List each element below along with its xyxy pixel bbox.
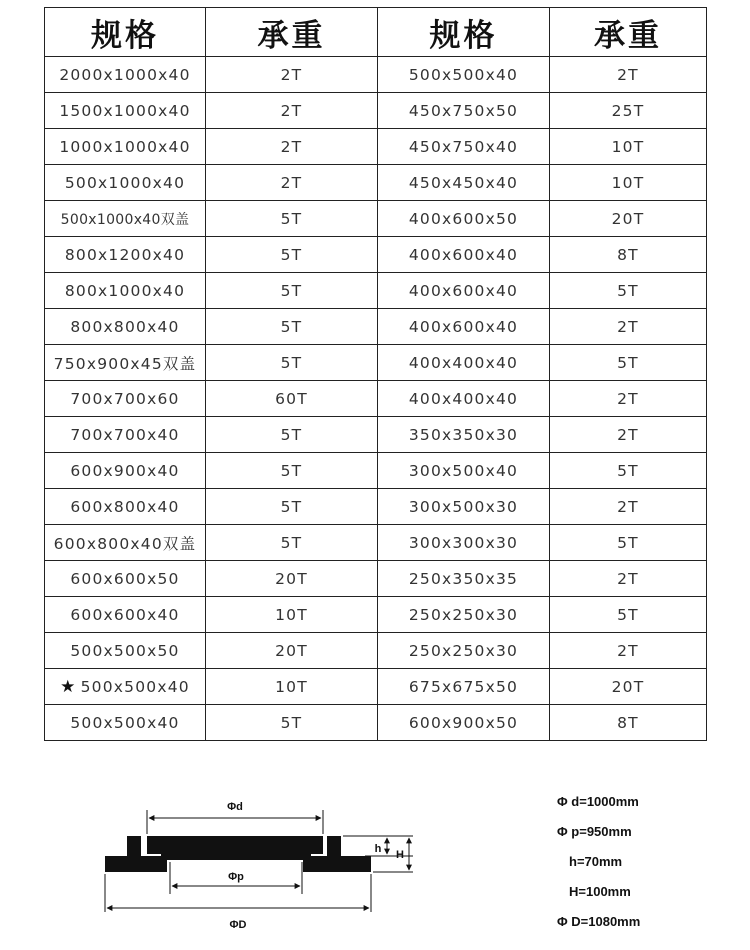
load-b-cell-text: 2T	[617, 497, 639, 516]
load-b-cell-text: 10T	[611, 137, 645, 156]
spec-a-cell	[45, 489, 206, 525]
spec-b-cell	[378, 273, 550, 309]
label-h: h	[374, 843, 382, 855]
table-row	[45, 57, 707, 93]
load-a-cell	[206, 129, 378, 165]
frame-right-base	[303, 856, 371, 872]
load-a-cell	[206, 93, 378, 129]
load-a-cell-text: 5T	[280, 281, 303, 300]
spec-b-cell-text: 450x450x40	[408, 173, 519, 192]
spec-a-cell-text: 600x800x40双盖	[53, 534, 197, 553]
spec-a-cell-text: 600x600x40	[70, 605, 180, 624]
load-a-cell-text: 5T	[280, 425, 303, 444]
spec-a-cell-text: 750x900x45双盖	[53, 354, 197, 373]
table-row	[45, 201, 707, 237]
table-row	[45, 93, 707, 129]
load-a-cell-text: 2T	[280, 173, 303, 192]
load-a-cell	[206, 57, 378, 93]
load-b-cell-text: 10T	[611, 173, 645, 192]
load-b-cell	[550, 597, 707, 633]
table-row	[45, 237, 707, 273]
load-a-cell	[206, 705, 378, 741]
spec-a-cell-text: 2000x1000x40	[59, 65, 191, 84]
load-b-cell	[550, 345, 707, 381]
dimension-p: Φ p=950mm	[557, 824, 632, 839]
spec-b-cell-text: 300x500x40	[408, 461, 519, 480]
spec-a-cell-text: 500x500x40	[80, 677, 190, 696]
label-d: Φd	[227, 801, 243, 813]
load-b-cell	[550, 381, 707, 417]
header-load-1: 承重	[206, 8, 378, 57]
load-a-cell-text: 5T	[280, 353, 303, 372]
spec-a-cell-text: 500x1000x40	[64, 173, 186, 192]
load-b-cell-text: 8T	[617, 713, 639, 732]
table-row	[45, 669, 707, 705]
load-b-cell	[550, 237, 707, 273]
spec-a-cell-text: 500x1000x40双盖	[60, 211, 190, 228]
cover-flange	[161, 854, 311, 860]
table-row	[45, 309, 707, 345]
load-b-cell-text: 2T	[617, 569, 639, 588]
spec-b-cell-text: 300x500x30	[408, 497, 519, 516]
load-a-cell-text: 5T	[280, 497, 303, 516]
table-row	[45, 453, 707, 489]
load-b-cell	[550, 129, 707, 165]
load-a-cell	[206, 165, 378, 201]
spec-b-cell	[378, 669, 550, 705]
spec-a-cell	[45, 633, 206, 669]
spec-b-cell	[378, 561, 550, 597]
load-b-cell-text: 2T	[617, 317, 639, 336]
header-row	[45, 8, 707, 57]
load-a-cell-text: 2T	[280, 65, 303, 84]
load-b-cell-text: 2T	[617, 389, 639, 408]
table-row	[45, 705, 707, 741]
spec-a-cell	[45, 561, 206, 597]
spec-b-cell-text: 300x300x30	[408, 533, 519, 552]
spec-b-cell-text: 250x350x35	[408, 569, 519, 588]
load-a-cell	[206, 273, 378, 309]
spec-b-cell	[378, 237, 550, 273]
table-row	[45, 165, 707, 201]
load-a-cell-text: 20T	[275, 569, 308, 588]
load-b-cell-text: 20T	[611, 677, 645, 696]
load-b-cell	[550, 417, 707, 453]
spec-b-cell-text: 600x900x50	[408, 713, 519, 732]
load-b-cell-text: 5T	[617, 605, 639, 624]
dimensions-list	[557, 792, 640, 942]
table-row	[45, 345, 707, 381]
spec-a-cell-text: 500x500x50	[70, 641, 180, 660]
load-b-cell	[550, 165, 707, 201]
spec-a-cell-text: 1500x1000x40	[59, 101, 191, 120]
spec-a-cell	[45, 273, 206, 309]
spec-a-cell	[45, 309, 206, 345]
spec-b-cell	[378, 93, 550, 129]
table-row	[45, 525, 707, 561]
spec-b-cell-text: 400x600x40	[408, 317, 519, 336]
header-load-2: 承重	[550, 8, 707, 57]
load-a-cell	[206, 453, 378, 489]
load-b-cell-text: 2T	[617, 425, 639, 444]
dimension-D: Φ D=1080mm	[557, 914, 641, 929]
load-a-cell	[206, 561, 378, 597]
dimension-H: H=100mm	[569, 884, 631, 899]
load-a-cell	[206, 489, 378, 525]
spec-a-cell	[45, 57, 206, 93]
spec-a-cell	[45, 381, 206, 417]
spec-b-cell-text: 400x600x40	[408, 281, 519, 300]
load-a-cell-text: 2T	[280, 101, 303, 120]
load-a-cell-text: 5T	[280, 713, 303, 732]
label-p: Φp	[228, 871, 244, 883]
label-D: ΦD	[229, 919, 247, 931]
load-a-cell-text: 5T	[280, 245, 303, 264]
load-a-cell	[206, 237, 378, 273]
load-a-cell-text: 5T	[280, 317, 303, 336]
load-a-cell	[206, 525, 378, 561]
load-a-cell-text: 5T	[280, 533, 303, 552]
load-b-cell-text: 5T	[617, 461, 639, 480]
load-a-cell	[206, 201, 378, 237]
header-spec-1: 规格	[45, 8, 206, 57]
spec-a-cell	[45, 165, 206, 201]
spec-b-cell	[378, 57, 550, 93]
load-a-cell	[206, 309, 378, 345]
load-b-cell-text: 2T	[617, 641, 639, 660]
spec-b-cell	[378, 129, 550, 165]
spec-b-cell-text: 675x675x50	[408, 677, 519, 696]
load-a-cell-text: 60T	[275, 389, 308, 408]
table-row	[45, 417, 707, 453]
load-b-cell	[550, 57, 707, 93]
spec-b-cell	[378, 597, 550, 633]
table-row	[45, 273, 707, 309]
load-b-cell	[550, 489, 707, 525]
spec-a-cell-text: 600x800x40	[70, 497, 180, 516]
spec-a-cell-text: 600x600x50	[70, 569, 180, 588]
load-b-cell-text: 5T	[617, 533, 639, 552]
spec-a-cell	[45, 705, 206, 741]
spec-a-cell-text: 800x1200x40	[64, 245, 186, 264]
spec-b-cell-text: 400x400x40	[408, 389, 519, 408]
load-b-cell-text: 20T	[611, 209, 645, 228]
load-b-cell	[550, 453, 707, 489]
load-b-cell	[550, 561, 707, 597]
table-row	[45, 489, 707, 525]
spec-a-cell-text: 700x700x40	[70, 425, 180, 444]
table-row	[45, 381, 707, 417]
spec-a-cell	[45, 237, 206, 273]
load-a-cell	[206, 381, 378, 417]
load-b-cell	[550, 309, 707, 345]
spec-b-cell-text: 500x500x40	[408, 65, 519, 84]
spec-b-cell	[378, 705, 550, 741]
load-a-cell-text: 5T	[280, 461, 303, 480]
spec-a-cell	[45, 597, 206, 633]
header-spec-2: 规格	[378, 8, 550, 57]
load-a-cell	[206, 345, 378, 381]
spec-b-cell	[378, 201, 550, 237]
spec-b-cell-text: 400x600x40	[408, 245, 519, 264]
spec-a-cell-text: 700x700x60	[70, 389, 180, 408]
load-b-cell	[550, 201, 707, 237]
load-b-cell	[550, 633, 707, 669]
load-a-cell	[206, 669, 378, 705]
spec-a-cell-text: 500x500x40	[70, 713, 180, 732]
load-a-cell-text: 10T	[275, 677, 308, 696]
label-H: H	[396, 849, 404, 861]
load-b-cell-text: 25T	[611, 101, 645, 120]
frame-right-post	[327, 836, 341, 856]
spec-a-cell	[45, 129, 206, 165]
load-b-cell	[550, 705, 707, 741]
load-a-cell-text: 10T	[275, 605, 308, 624]
spec-a-cell	[45, 201, 206, 237]
spec-a-cell	[45, 453, 206, 489]
spec-a-cell-text: 600x900x40	[70, 461, 180, 480]
load-a-cell	[206, 597, 378, 633]
table-row	[45, 597, 707, 633]
spec-a-cell	[45, 525, 206, 561]
spec-b-cell	[378, 309, 550, 345]
table-row	[45, 129, 707, 165]
spec-a-cell	[45, 417, 206, 453]
spec-b-cell-text: 350x350x30	[408, 425, 519, 444]
load-b-cell	[550, 93, 707, 129]
star-icon: ★	[60, 676, 77, 697]
spec-a-cell-text: 800x800x40	[70, 317, 180, 336]
spec-b-cell-text: 250x250x30	[408, 641, 519, 660]
manhole-cover-diagram	[95, 790, 425, 940]
spec-b-cell	[378, 633, 550, 669]
load-a-cell-text: 5T	[280, 209, 303, 228]
spec-a-cell-text: 800x1000x40	[64, 281, 186, 300]
spec-a-cell	[45, 669, 206, 705]
load-a-cell	[206, 633, 378, 669]
load-b-cell	[550, 273, 707, 309]
load-a-cell-text: 20T	[275, 641, 308, 660]
spec-b-cell	[378, 381, 550, 417]
spec-b-cell-text: 450x750x40	[408, 137, 519, 156]
load-b-cell	[550, 669, 707, 705]
spec-a-cell	[45, 345, 206, 381]
load-b-cell-text: 5T	[617, 281, 639, 300]
spec-b-cell-text: 450x750x50	[408, 101, 519, 120]
spec-a-cell	[45, 93, 206, 129]
cover-plate	[147, 836, 323, 854]
spec-b-cell	[378, 165, 550, 201]
dimension-h: h=70mm	[569, 854, 623, 869]
spec-b-cell	[378, 453, 550, 489]
spec-b-cell	[378, 345, 550, 381]
load-b-cell-text: 2T	[617, 65, 639, 84]
table-row	[45, 561, 707, 597]
table-body	[45, 57, 707, 741]
spec-b-cell-text: 250x250x30	[408, 605, 519, 624]
load-a-cell	[206, 417, 378, 453]
load-b-cell-text: 5T	[617, 353, 639, 372]
spec-b-cell	[378, 525, 550, 561]
load-b-cell-text: 8T	[617, 245, 639, 264]
load-a-cell-text: 2T	[280, 137, 303, 156]
spec-b-cell	[378, 489, 550, 525]
spec-b-cell	[378, 417, 550, 453]
spec-b-cell-text: 400x400x40	[408, 353, 519, 372]
spec-b-cell-text: 400x600x50	[408, 209, 519, 228]
dimension-d: Φ d=1000mm	[557, 794, 639, 809]
spec-table	[44, 7, 707, 741]
spec-a-cell-text: 1000x1000x40	[59, 137, 191, 156]
table-row	[45, 633, 707, 669]
load-b-cell	[550, 525, 707, 561]
